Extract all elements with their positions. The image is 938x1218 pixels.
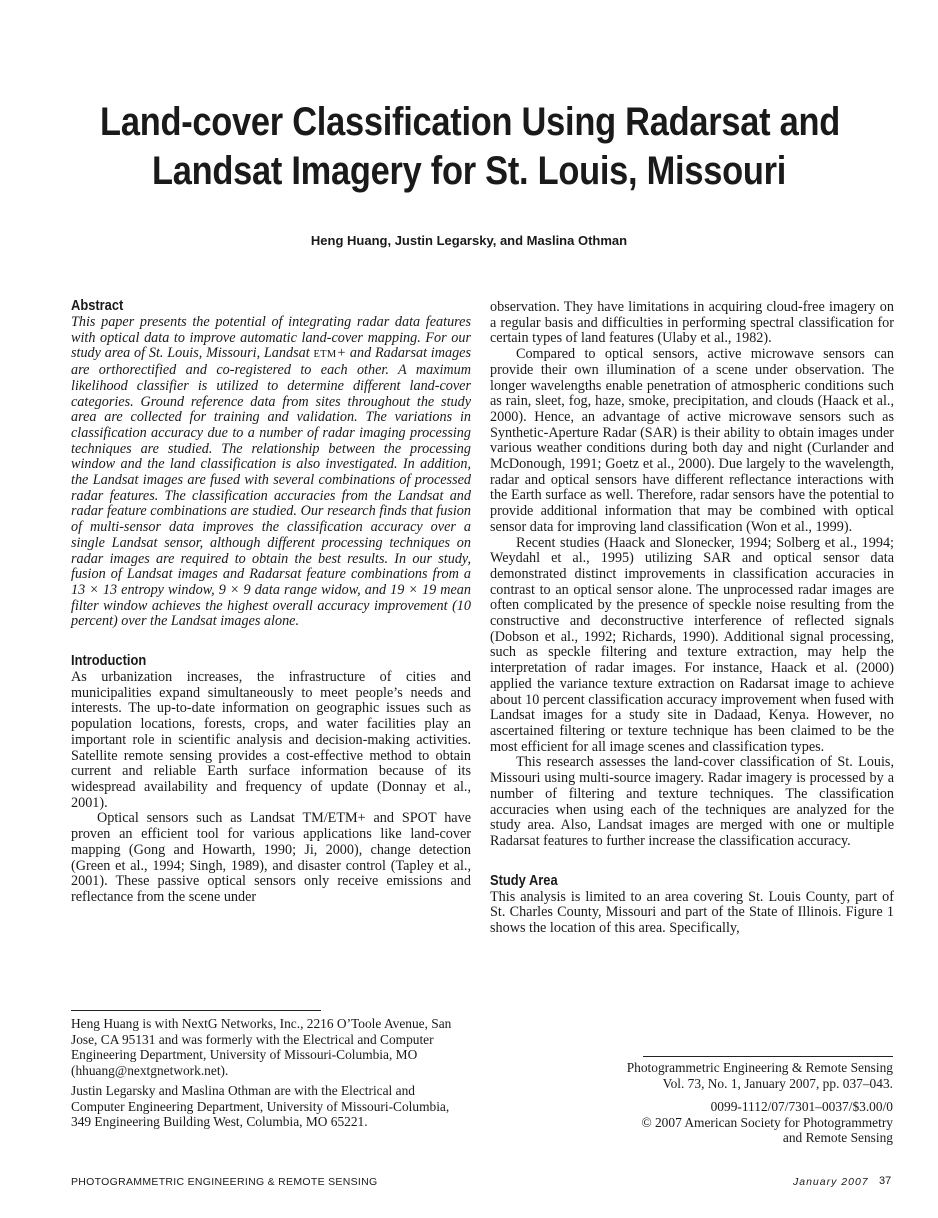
journal-name: Photogrammetric Engineering & Remote Sensing <box>626 1060 893 1075</box>
right-paragraph-1: observation. They have limitations in acquiring cloud-free imagery on a regular basis and difficulties in performing spectral classification for certain types of land features (Ulaby et al., 1982). <box>490 299 894 347</box>
title-line-1: Land-cover Classification Using Radarsat and <box>100 100 840 144</box>
footnote-affiliation-1: Heng Huang is with NextG Networks, Inc., 2216 O’Toole Avenue, San Jose, CA 95131 and was formerly with the Electrical and Computer Engineering Department, University of Missouri-Columbia, MO (hhuang@nextgnetwork.net). <box>71 1016 452 1078</box>
author-list: Heng Huang, Justin Legarsky, and Maslina Othman <box>310 233 628 248</box>
paper-title <box>100 98 838 196</box>
author-footnote <box>71 1016 471 1135</box>
journal-volume: Vol. 73, No. 1, January 2007, pp. 037–043. <box>662 1075 893 1091</box>
introduction-paragraph-2: Optical sensors such as Landsat TM/ETM+ and SPOT have proven an efficient tool for various applications like land-cover mapping (Gong and Howarth, 1990; Ji, 2000), change detection (Green et al., 1994; Singh, 1989), and disaster control (Tapley et al., 2001). These passive optical sensors only receive emissions and reflectance from the scene under <box>71 810 471 905</box>
etm-smallcaps: ETM <box>313 349 337 361</box>
journal-rule <box>643 1056 893 1057</box>
footnote-affiliation-2: Justin Legarsky and Maslina Othman are with the Electrical and Computer Engineering Department, University of Missouri-Columbia, 349 Engineering Building West, Columbia, MO 65221. <box>71 1083 450 1129</box>
right-paragraph-2: Compared to optical sensors, active microwave sensors can provide their own illumination of a scene under observation. The longer wavelengths enable penetration of atmospheric conditions such as rain, sleet, fog, haze, smoke, precipitation, and clouds (Haack et al., 2000). Hence, an advantage of active microwave sensors such as Synthetic-Aperture Radar (SAR) is their ability to obtain images under various weather conditions during both day and night (Curlander and McDonough, 1991; Goetz et al., 2000). Due largely to the wavelength, radar and optical sensors have different reflectance interactions with the Earth surface as well. Therefore, radar sensors have the potential to provide additional information that may be combined with optical sensor data for improving land classification (Won et al., 1999). <box>490 346 894 535</box>
running-footer-date: January 2007 <box>793 1176 869 1188</box>
introduction-paragraph-1: As urbanization increases, the infrastructure of cities and municipalities expand simultaneously to meet people’s needs and interests. The up-to-date information on geographic issues such as population locations, forests, crops, and water facilities play an important role in scientific analysis and decision-making activities. Satellite remote sensing provides a cost-effective method to obtain current and reliable Earth surface information because of its widespread availability and frequency of update (Donnay et al., 2001). <box>71 669 471 811</box>
right-paragraph-3: Recent studies (Haack and Slonecker, 1994; Solberg et al., 1994; Weydahl et al., 1995) utilizing SAR and optical sensor data demonstrated distinct improvements in classification accuracies in contrast to an optical sensor alone. The unprocessed radar images are often complicated by the presence of speckle noise resulting from the constructive and deconstructive interference of reflected signals (Dobson et al., 1992; Richards, 1990). Additional signal processing, such as speckle filtering and texture extraction, may help the interpretation of radar images. For instance, Haack et al. (2000) applied the variance texture extraction on Radarsat image to achieve about 10 percent classification accuracy improvement when fused with Landsat images for a study site in Dadaad, Kenya. However, no ascertained filtering or texture technique has been claimed to be the most efficient for all image scenes and classification types. <box>490 534 894 755</box>
left-column <box>71 297 471 906</box>
study-area-paragraph: This analysis is limited to an area covering St. Louis County, part of St. Charles County, Missouri and part of the State of Illinois. Figure 1 shows the location of this area. Specifically, <box>490 888 894 937</box>
journal-copyright-2: and Remote Sensing <box>782 1130 893 1145</box>
page-number: 37 <box>879 1175 892 1187</box>
introduction-heading: Introduction <box>71 652 147 670</box>
running-footer-title: PHOTOGRAMMETRIC ENGINEERING & REMOTE SENSING <box>71 1176 378 1188</box>
journal-copyright: © 2007 American Society for Photogrammetry <box>641 1114 893 1130</box>
right-column <box>490 300 894 937</box>
right-paragraph-4: This research assesses the land-cover classification of St. Louis, Missouri using multi-source imagery. Radar imagery is processed by a number of filtering and texture techniques. The classification accuracies when using each of the techniques are analyzed for the study area. Also, Landsat images are merged with one or multiple Radarsat features to further increase the classification accuracy. <box>490 754 894 849</box>
title-line-2: Landsat Imagery for St. Louis, Missouri <box>151 149 787 193</box>
study-area-heading: Study Area <box>490 871 558 889</box>
journal-code: 0099-1112/07/7301–0037/$3.00/0 <box>710 1099 893 1114</box>
footnote-rule <box>71 1010 321 1011</box>
abstract-heading: Abstract <box>71 297 124 314</box>
journal-info <box>560 1060 893 1154</box>
abstract-text: This paper presents the potential of integrating radar data features with optical data to improve automatic land-cover mapping. For our study area of St. Louis, Missouri, Landsat ETM+ and Radarsat images are orthorectified and co-registered to each other. A maximum likelihood classifier is utilized to determine different land-cover categories. Ground reference data from sites throughout the study area are collected for training and validation. The variations in classification accuracy due to a number of radar imaging processing techniques are studied. The relationship between the processing window and the land classification is also investigated. In addition, the Landsat images are fused with several combinations of processed radar features. The classification accuracies from the Landsat and radar feature combinations are studied. Our research finds that fusion of multi-sensor data improves the classification accuracy over a single Landsat sensor, although different processing techniques on radar images are required to obtain the best results. In our study, fusion of Landsat images and Radarsat feature combinations from a 13 × 13 entropy window, 9 × 9 data range widow, and 19 × 19 mean filter window achieves the highest overall accuracy improvement (10 percent) over the Landsat images alone. <box>71 314 471 630</box>
